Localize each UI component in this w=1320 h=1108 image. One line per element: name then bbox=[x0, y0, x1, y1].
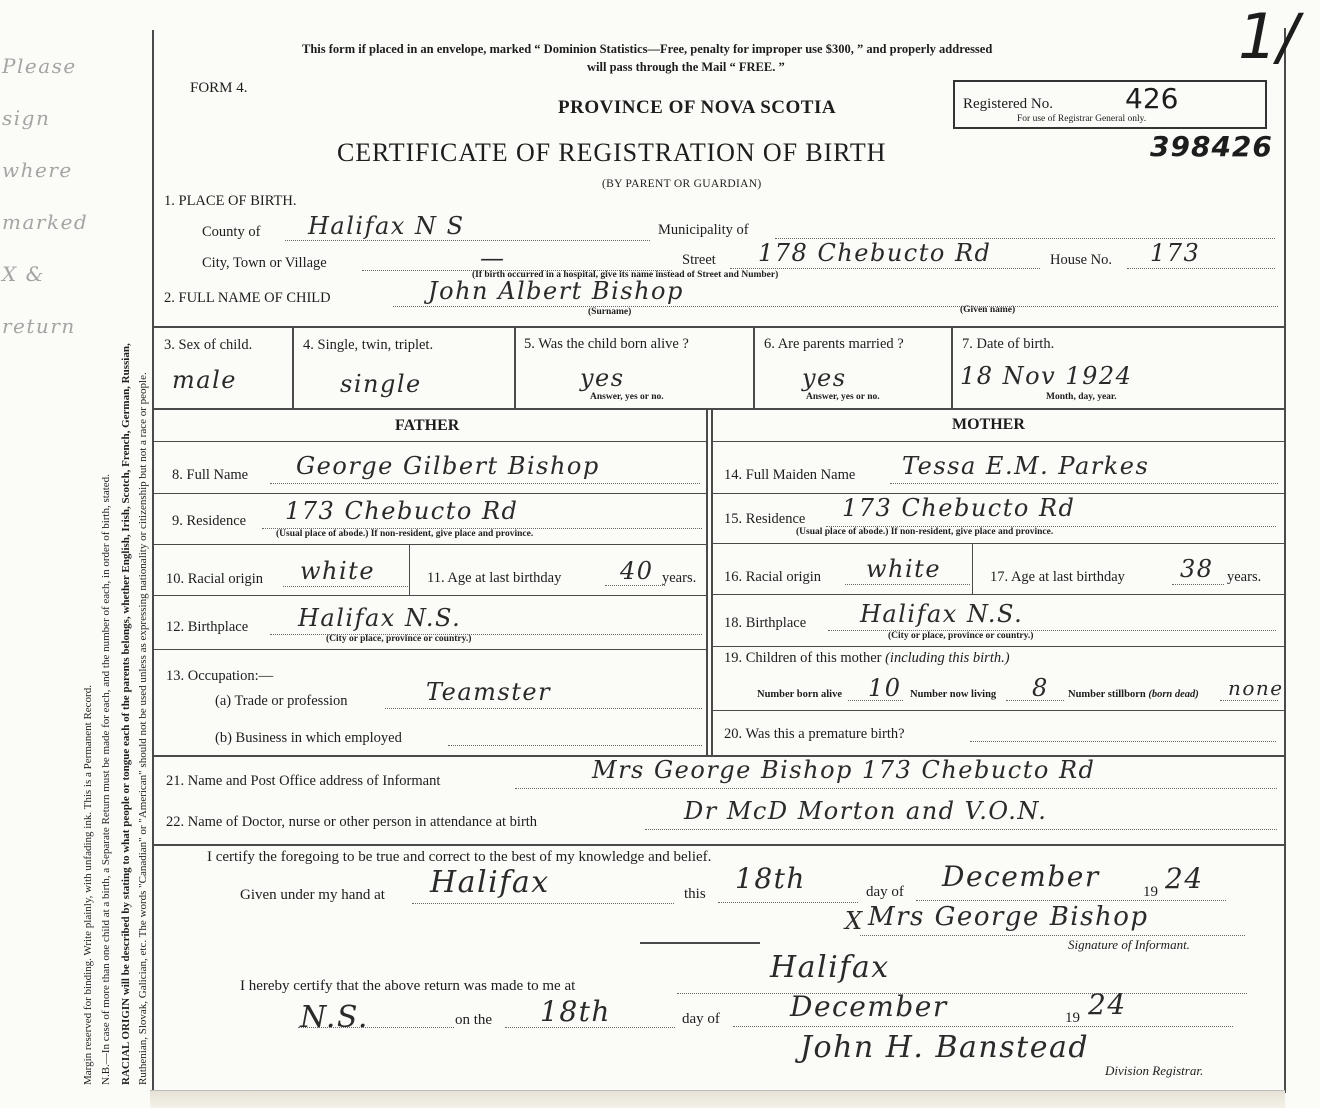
now-living-label: Number now living bbox=[910, 689, 997, 700]
father-age-value: 40 bbox=[620, 557, 654, 585]
premature-label: 20. Was this a premature birth? bbox=[724, 726, 905, 742]
x-mark: X bbox=[845, 907, 864, 935]
mother-residence-note: (Usual place of abode.) If non-resident, give place and province. bbox=[796, 527, 1054, 537]
mother-race-label: 16. Racial origin bbox=[724, 569, 822, 585]
mother-residence-label: 15. Residence bbox=[724, 511, 806, 527]
date-of-birth-note: Month, day, year. bbox=[1046, 392, 1117, 402]
doctor-value: Dr McD Morton and V.O.N. bbox=[684, 797, 1048, 825]
county-value: Halifax N S bbox=[308, 212, 465, 240]
child-name-value: John Albert Bishop bbox=[428, 277, 684, 305]
given-place-value: Halifax bbox=[430, 865, 550, 900]
father-birthplace-label: 12. Birthplace bbox=[166, 619, 249, 635]
division-registrar-label: Division Registrar. bbox=[1105, 1063, 1204, 1078]
registered-label: Registered No. bbox=[963, 96, 1053, 112]
registrar-statement: I hereby certify that the above return was made to me at bbox=[240, 978, 576, 994]
business-label: (b) Business in which employed bbox=[215, 730, 402, 746]
margin-scribble: Please sign where marked X & return bbox=[2, 54, 89, 338]
parents-married-note: Answer, yes or no. bbox=[806, 392, 880, 402]
born-alive-count-value: 10 bbox=[868, 674, 902, 702]
mother-years: years. bbox=[1227, 569, 1262, 585]
informant-signature: Mrs George Bishop bbox=[868, 902, 1149, 932]
certify-statement: I certify the foregoing to be true and correct to the best of my knowledge and belief. bbox=[207, 849, 712, 865]
signature-of-informant-label: Signature of Informant. bbox=[1068, 937, 1190, 952]
father-heading: FATHER bbox=[395, 417, 460, 434]
registrar-place-value: Halifax bbox=[770, 950, 890, 985]
mother-residence-value: 173 Chebucto Rd bbox=[842, 494, 1076, 522]
registrar-general-note: For use of Registrar General only. bbox=[1017, 114, 1147, 124]
house-number-value: 173 bbox=[1150, 239, 1201, 267]
municipality-label: Municipality of bbox=[658, 222, 749, 238]
father-birthplace-note: (City or place, province or country.) bbox=[326, 634, 472, 644]
single-value: single bbox=[340, 370, 422, 398]
date-of-birth-label: 7. Date of birth. bbox=[962, 336, 1055, 352]
day-of-value: December bbox=[942, 860, 1100, 893]
father-residence-note: (Usual place of abode.) If non-resident, give place and province. bbox=[276, 529, 534, 539]
county-label: County of bbox=[202, 224, 261, 240]
given-under-label: Given under my hand at bbox=[240, 887, 385, 903]
parents-married-label: 6. Are parents married ? bbox=[764, 336, 904, 352]
division-registrar-signature: John H. Banstead bbox=[800, 1030, 1090, 1065]
city-label: City, Town or Village bbox=[202, 255, 327, 271]
street-label: Street bbox=[682, 252, 716, 268]
father-race-value: white bbox=[300, 557, 376, 585]
mother-age-value: 38 bbox=[1180, 555, 1214, 583]
registrar-place2-value: N.S. bbox=[300, 1000, 369, 1035]
father-age-label: 11. Age at last birthday bbox=[427, 570, 562, 586]
given-name-note: (Given name) bbox=[960, 305, 1016, 315]
house-number-label: House No. bbox=[1050, 252, 1113, 268]
stamp-number: 398426 bbox=[1150, 130, 1273, 163]
place-of-birth-label: 1. PLACE OF BIRTH. bbox=[164, 193, 297, 209]
children-label bbox=[724, 650, 1010, 667]
margin-note-racial: RACIAL ORIGIN will be described by stating to what people or tongue each of the parents belongs, whether English, Irish, Scotch, French, German, Russian, bbox=[120, 343, 132, 1085]
registrar-day-of-label: day of bbox=[682, 1011, 720, 1027]
year-value: 24 bbox=[1165, 862, 1204, 895]
corner-mark: 1/ bbox=[1238, 0, 1299, 73]
mother-name-value: Tessa E.M. Parkes bbox=[902, 452, 1150, 480]
child-name-label: 2. FULL NAME OF CHILD bbox=[164, 290, 331, 306]
now-living-value: 8 bbox=[1032, 674, 1049, 702]
stillborn-label-text: Number stillborn bbox=[1068, 689, 1146, 700]
province-heading: PROVINCE OF NOVA SCOTIA bbox=[558, 97, 837, 118]
date-of-birth-value: 18 Nov 1924 bbox=[960, 362, 1133, 390]
father-years: years. bbox=[662, 570, 697, 586]
registrar-year-value: 24 bbox=[1088, 988, 1127, 1021]
torn-paper-edge bbox=[150, 1090, 1285, 1108]
on-the-label: on the bbox=[455, 1012, 493, 1028]
informant-label: 21. Name and Post Office address of Informant bbox=[166, 773, 441, 789]
mother-name-label: 14. Full Maiden Name bbox=[724, 467, 856, 483]
day-of-label: day of bbox=[866, 884, 904, 900]
postal-note: This form if placed in an envelope, marked “ Dominion Statistics—Free, penalty for improper use $300, ” and properly addressed bbox=[302, 42, 993, 56]
hospital-note: (If birth occurred in a hospital, give its name instead of Street and Number) bbox=[472, 270, 779, 280]
children-label-text: 19. Children of this mother bbox=[724, 650, 882, 666]
trade-label: (a) Trade or profession bbox=[215, 693, 348, 709]
registrar-month-value: December bbox=[790, 990, 948, 1023]
form-number: FORM 4. bbox=[190, 80, 248, 96]
margin-note-racial-2: Ruthenian, Slovak, Galician, etc. The words "Canadian" or "American" should not be used unless as expressing nationality or citizenship but not a race or people. bbox=[137, 372, 149, 1085]
stillborn-value: none bbox=[1228, 676, 1284, 700]
mother-birthplace-note: (City or place, province or country.) bbox=[888, 631, 1034, 641]
this-day-value: 18th bbox=[735, 862, 806, 895]
father-residence-label: 9. Residence bbox=[172, 513, 247, 529]
occupation-label: 13. Occupation:— bbox=[166, 668, 274, 684]
city-value: — bbox=[480, 244, 506, 272]
father-name-label: 8. Full Name bbox=[172, 467, 249, 483]
sex-label: 3. Sex of child. bbox=[164, 337, 253, 353]
registered-box bbox=[953, 80, 1267, 129]
father-birthplace-value: Halifax N.S. bbox=[298, 604, 462, 632]
born-alive-label: 5. Was the child born alive ? bbox=[524, 336, 689, 352]
mother-race-value: white bbox=[866, 555, 942, 583]
father-name-value: George Gilbert Bishop bbox=[296, 452, 600, 480]
trade-value: Teamster bbox=[426, 678, 552, 706]
father-race-label: 10. Racial origin bbox=[166, 571, 264, 587]
certificate-title: CERTIFICATE OF REGISTRATION OF BIRTH bbox=[337, 138, 887, 167]
single-label: 4. Single, twin, triplet. bbox=[303, 337, 434, 353]
margin-note-binding: Margin reserved for binding. Write plainly, with unfading ink. This is a Permanent Record. bbox=[82, 685, 94, 1085]
mother-birthplace-label: 18. Birthplace bbox=[724, 615, 807, 631]
surname-note: (Surname) bbox=[588, 307, 632, 317]
stillborn-label bbox=[1068, 689, 1199, 700]
year-prefix: 19 bbox=[1143, 884, 1158, 900]
street-value: 178 Chebucto Rd bbox=[758, 239, 992, 267]
on-the-value: 18th bbox=[540, 995, 611, 1028]
sex-value: male bbox=[172, 366, 237, 394]
born-alive-note: Answer, yes or no. bbox=[590, 392, 664, 402]
mother-heading: MOTHER bbox=[952, 416, 1025, 433]
this-label: this bbox=[684, 886, 706, 902]
mother-birthplace-value: Halifax N.S. bbox=[860, 600, 1024, 628]
children-label-italic: (including this birth.) bbox=[885, 650, 1010, 666]
registrar-year-prefix: 19 bbox=[1065, 1010, 1080, 1026]
stillborn-label-italic: (born dead) bbox=[1148, 689, 1199, 700]
informant-value: Mrs George Bishop 173 Chebucto Rd bbox=[592, 756, 1096, 784]
doctor-label: 22. Name of Doctor, nurse or other person in attendance at birth bbox=[166, 814, 538, 830]
certificate-subtitle: (BY PARENT OR GUARDIAN) bbox=[602, 178, 762, 190]
margin-note-nb: N.B.—In case of more than one child at a birth, a Separate Return must be made for each, and the number of each, in order of birth, stated. bbox=[100, 474, 112, 1085]
mother-age-label: 17. Age at last birthday bbox=[990, 569, 1125, 585]
postal-note-2: will pass through the Mail “ FREE. ” bbox=[587, 60, 785, 74]
father-residence-value: 173 Chebucto Rd bbox=[285, 497, 519, 525]
registered-number: 426 bbox=[1125, 82, 1179, 115]
born-alive-value: yes bbox=[580, 364, 625, 392]
born-alive-count-label: Number born alive bbox=[757, 689, 842, 700]
parents-married-value: yes bbox=[802, 364, 847, 392]
